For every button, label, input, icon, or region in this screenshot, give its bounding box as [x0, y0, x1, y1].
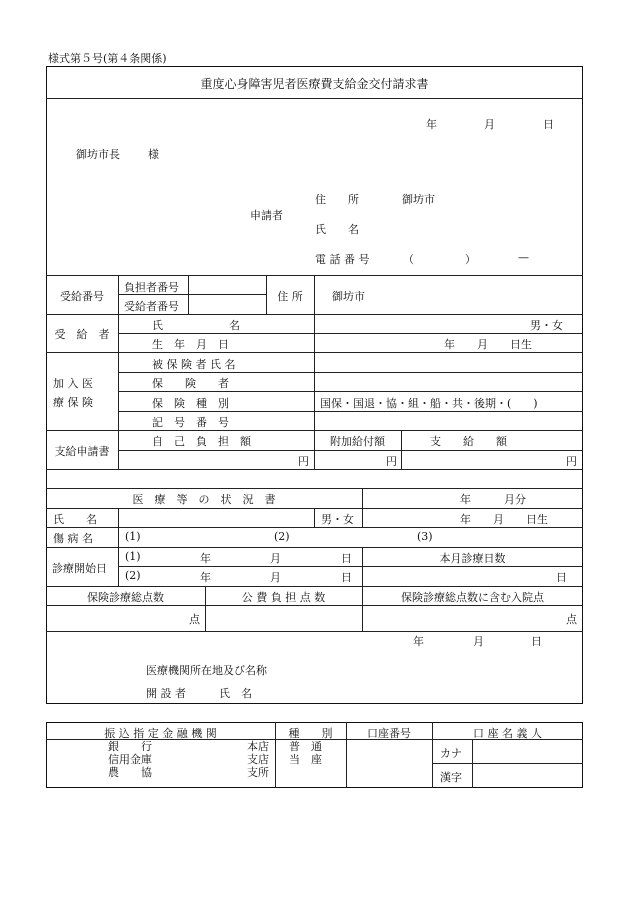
addressee-name: 御坊市長 [76, 148, 120, 161]
patient-name-label: 氏 名 [53, 513, 97, 526]
phone-dash: — [518, 251, 529, 264]
inpatient-points-unit: 点 [566, 613, 577, 626]
founder-label: 開 設 者 氏 名 [146, 687, 252, 700]
bank-type-3: 農 協 [108, 766, 152, 779]
recipient-address-value: 御坊市 [332, 290, 365, 303]
insurer-label: 保 険 者 [152, 377, 229, 390]
self-burden-yen: 円 [298, 455, 309, 468]
medical-status-title: 医 療 等 の 状 況 書 [132, 493, 276, 506]
recipient-birth-suffix: 年 月 日生 [444, 338, 532, 351]
insurance-type-options: 国保・国退・協・組・船・共・後期・( ) [320, 397, 538, 410]
public-burden-points-label: 公 費 負 担 点 数 [241, 591, 326, 604]
start-date-label: 診療開始日 [52, 562, 107, 575]
disease-1: (1) [125, 530, 141, 543]
account-type-2: 当 座 [289, 753, 322, 766]
bank-header-institution: 振 込 指 定 金 融 機 関 [104, 727, 217, 740]
holder-kanji-label: 漢字 [440, 771, 462, 784]
recipient-address-label: 住 所 [277, 290, 303, 303]
inpatient-points-label: 保険診療総点数に含む入院点 [401, 591, 544, 604]
addressee-honorific: 様 [148, 148, 159, 161]
total-points-label: 保険診療総点数 [87, 591, 164, 604]
medical-month-label: 年 月分 [460, 493, 526, 506]
burden-number-label: 負担者番号 [124, 281, 179, 294]
holder-kana-label: カナ [440, 747, 462, 760]
branch-type-3: 支所 [247, 766, 269, 779]
account-type-1: 普 通 [289, 740, 322, 753]
bank-header-account-number: 口座番号 [367, 727, 411, 740]
recipient-birth-label: 生 年 月 日 [152, 338, 229, 351]
start-2-year: 年 [200, 571, 211, 584]
insurance-type-label: 保 険 種 別 [152, 397, 229, 410]
start-1-month: 月 [270, 552, 281, 565]
bank-header-holder: 口 座 名 義 人 [473, 727, 542, 740]
applicant-address-value: 御坊市 [402, 193, 435, 206]
insured-name-label: 被 保 険 者 氏 名 [152, 358, 236, 371]
bank-type-2: 信用金庫 [108, 753, 152, 766]
insurance-label-line2: 療 保 険 [53, 396, 93, 409]
applicant-name-label: 氏 名 [315, 223, 359, 236]
payment-amount-label: 支 給 額 [430, 435, 507, 448]
form-number: 様式第５号(第４条関係) [48, 52, 167, 65]
medical-date-month: 月 [473, 635, 484, 648]
phone-close-paren: ） [465, 253, 476, 266]
recipient-number-label: 受給番号 [60, 290, 104, 303]
disease-3: (3) [417, 530, 433, 543]
disease-2: (2) [274, 530, 290, 543]
payment-request-label: 支給申請書 [54, 445, 110, 458]
date-month-label: 月 [484, 118, 495, 131]
recipient-name-label: 氏 名 [152, 319, 240, 332]
form-title: 重度心身障害児者医療費支給金交付請求書 [200, 77, 429, 91]
start-date-2: (2) [125, 569, 141, 582]
date-day-label: 日 [543, 118, 554, 131]
recipient-sex-options: 男・女 [530, 319, 563, 332]
applicant-address-label: 住 所 [315, 193, 359, 206]
phone-open-paren: （ [403, 253, 414, 266]
patient-birth-suffix: 年 月 日生 [460, 513, 548, 526]
bank-type-1: 銀 行 [108, 740, 152, 753]
insurance-label-line1: 加 入 医 [53, 377, 93, 390]
branch-type-2: 支店 [247, 753, 269, 766]
disease-name-label: 傷 病 名 [53, 532, 93, 545]
medical-date-year: 年 [413, 635, 424, 648]
applicant-label: 申請者 [250, 209, 283, 222]
start-2-day: 日 [341, 571, 352, 584]
total-points-unit: 点 [189, 613, 200, 626]
applicant-phone-label: 電 話 番 号 [315, 253, 370, 266]
treatment-days-suffix: 日 [556, 571, 567, 584]
recipient-label: 受 給 者 [54, 328, 110, 341]
symbol-number-label: 記 号 番 号 [152, 416, 229, 429]
bank-header-type: 種 別 [288, 727, 333, 740]
start-date-1: (1) [125, 550, 141, 563]
additional-benefit-label: 附加給付額 [330, 435, 385, 448]
recipient-id-label: 受給者番号 [124, 300, 179, 313]
medical-date-day: 日 [531, 635, 542, 648]
self-burden-label: 自 己 負 担 額 [152, 435, 251, 448]
date-year-label: 年 [426, 118, 437, 131]
additional-benefit-yen: 円 [386, 455, 397, 468]
start-1-day: 日 [341, 552, 352, 565]
treatment-days-label: 本月診療日数 [439, 552, 506, 565]
patient-sex-options: 男・女 [321, 513, 354, 526]
payment-amount-yen: 円 [566, 455, 577, 468]
start-1-year: 年 [200, 552, 211, 565]
start-2-month: 月 [270, 571, 281, 584]
institution-label: 医療機関所在地及び名称 [146, 664, 267, 677]
branch-type-1: 本店 [247, 740, 269, 753]
